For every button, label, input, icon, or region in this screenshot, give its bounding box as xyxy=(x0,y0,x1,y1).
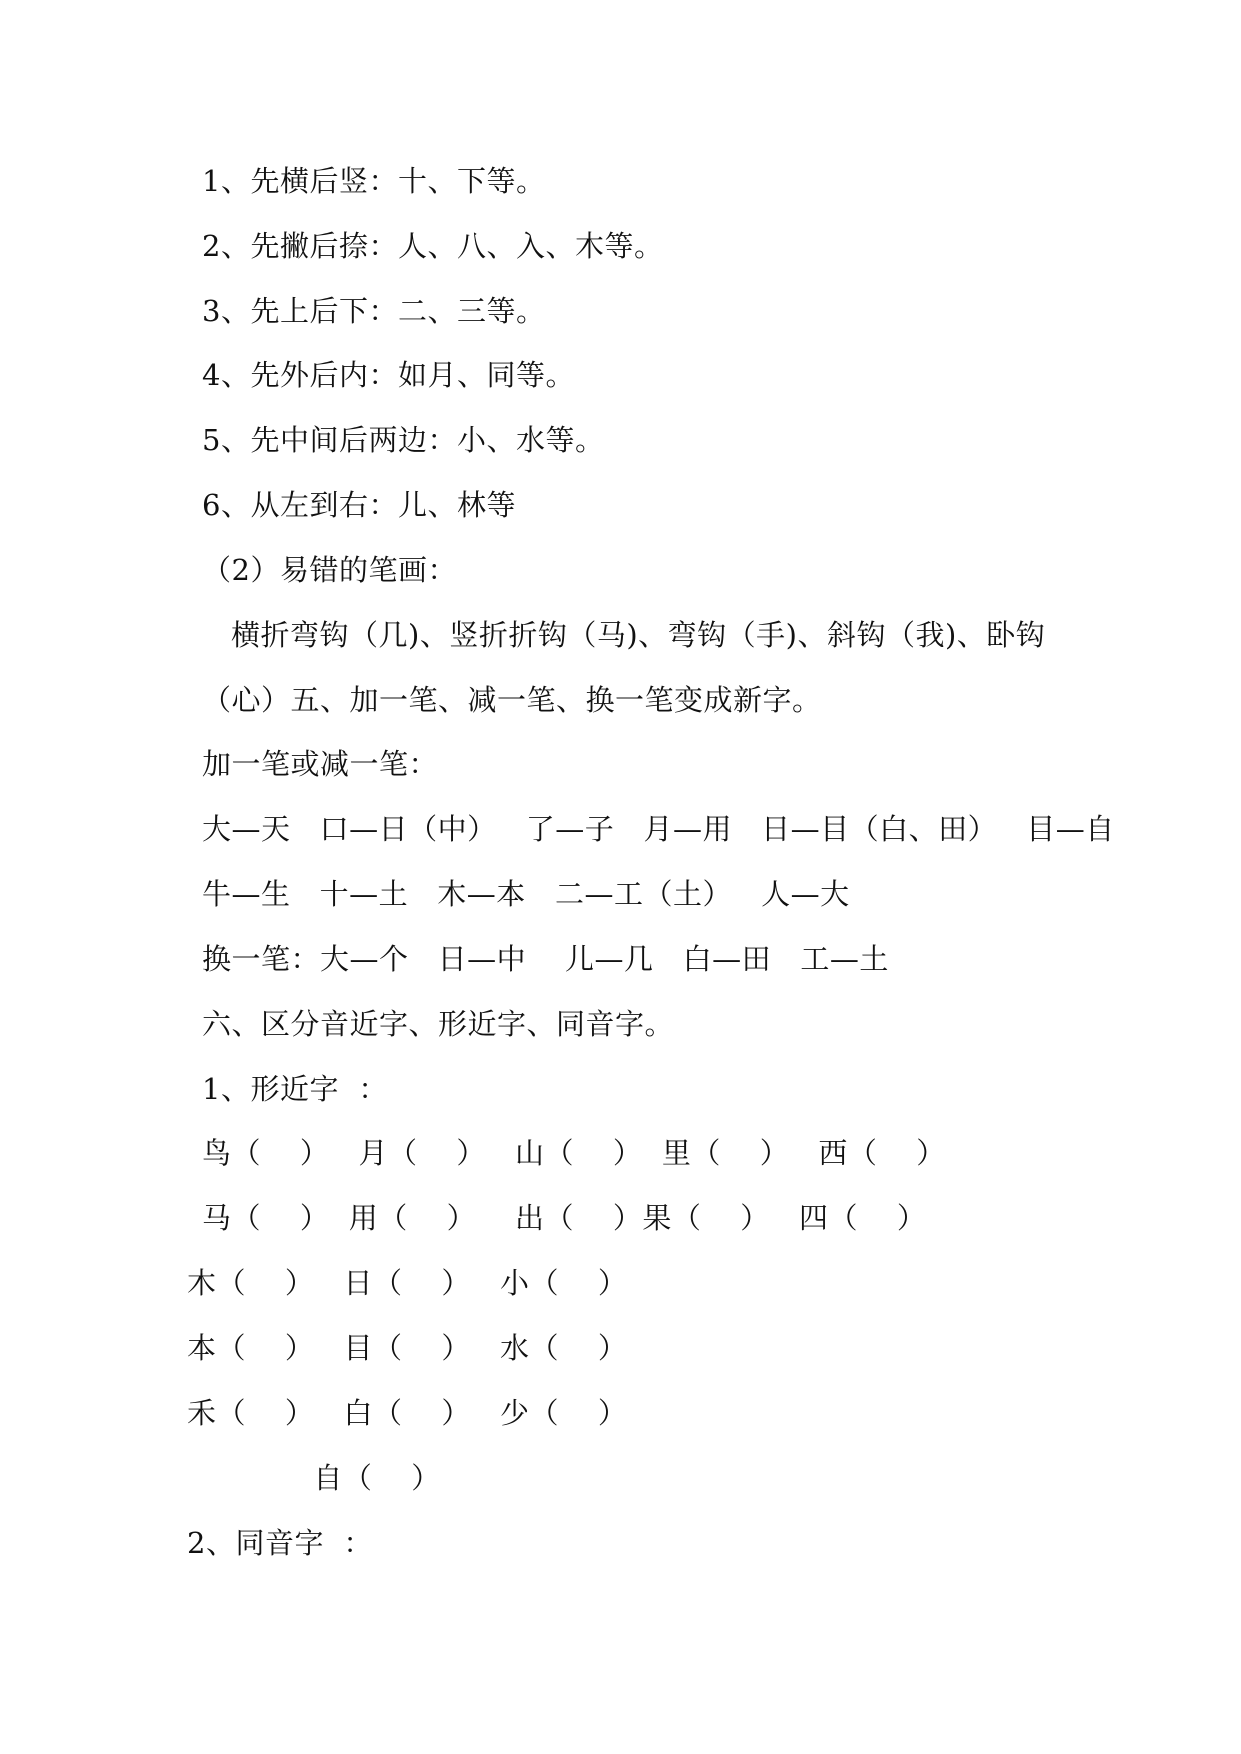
exercise-row-4: 本（ ） 目（ ） 水（ ） xyxy=(187,1331,628,1365)
exercise-row-6: 自（ ） xyxy=(187,1461,441,1495)
exercise-row-5: 禾（ ） 白（ ） 少（ ） xyxy=(187,1396,628,1430)
section-heading-strokes: （2）易错的笔画： xyxy=(202,553,457,587)
add-remove-examples-1: 大—天 口—日（中） 了—子 月—用 日—目（白、田） 目—自 xyxy=(202,812,1115,846)
subheading-similar-shape: 1、形近字 ： xyxy=(202,1072,388,1106)
strokes-text-line-2: （心）五、加一笔、减一笔、换一笔变成新字。 xyxy=(202,683,822,717)
exercise-row-1: 鸟（ ） 月（ ） 山（ ） 里（ ） 西（ ） xyxy=(202,1136,946,1170)
add-remove-examples-2: 牛—生 十—土 木—本 二—工（土） 人—大 xyxy=(202,877,850,911)
add-remove-stroke-heading: 加一笔或减一笔： xyxy=(202,747,439,781)
stroke-order-rule-5: 5、先中间后两边：小、水等。 xyxy=(202,423,605,457)
stroke-order-rule-6: 6、从左到右：儿、林等 xyxy=(202,488,516,522)
stroke-order-rule-4: 4、先外后内：如月、同等。 xyxy=(202,358,575,392)
stroke-order-rule-3: 3、先上后下：二、三等。 xyxy=(202,294,546,328)
strokes-text-line-1: 横折弯钩（几)、竖折折钩（马)、弯钩（手)、斜钩（我)、卧钩 xyxy=(231,618,1046,652)
section-heading-similar-chars: 六、区分音近字、形近字、同音字。 xyxy=(202,1007,675,1041)
change-stroke-examples: 换一笔：大—个 日—中 儿—几 白—田 工—土 xyxy=(202,942,889,976)
subheading-homophones: 2、同音字 ： xyxy=(187,1526,373,1560)
stroke-order-rule-1: 1、先横后竖：十、下等。 xyxy=(202,164,546,198)
exercise-row-2: 马（ ） 用（ ） 出（ ）果（ ） 四（ ） xyxy=(202,1201,927,1235)
stroke-order-rule-2: 2、先撇后捺：人、八、入、木等。 xyxy=(202,229,664,263)
exercise-row-3: 木（ ） 日（ ） 小（ ） xyxy=(187,1266,628,1300)
